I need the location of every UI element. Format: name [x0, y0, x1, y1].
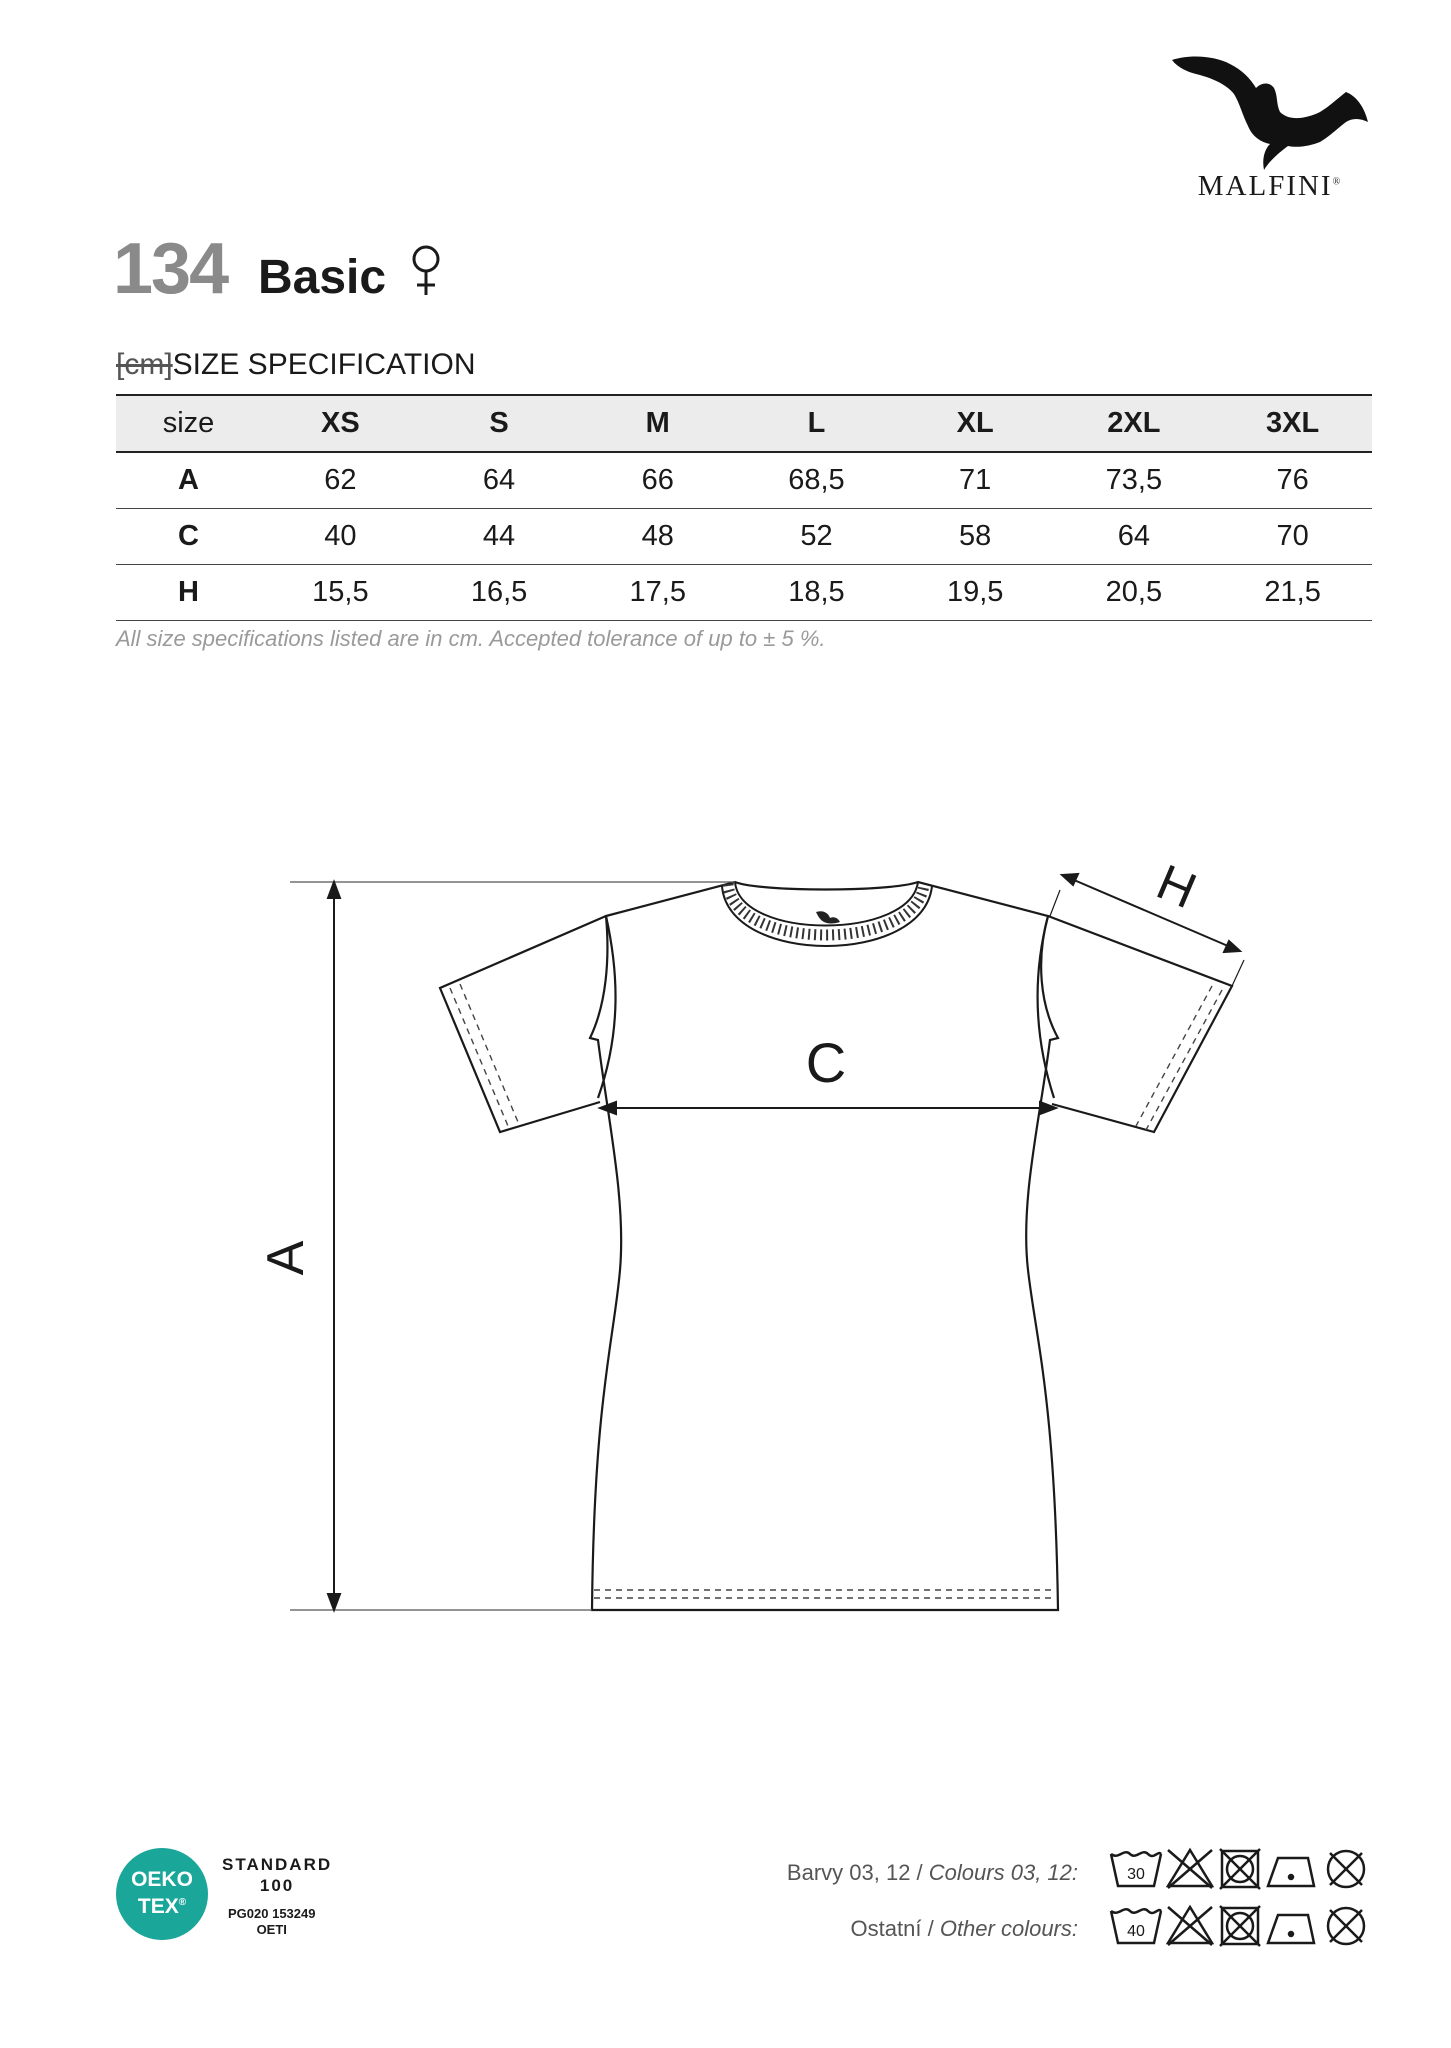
wash-temp-label: 30: [1127, 1866, 1145, 1883]
product-code: 134: [113, 229, 228, 309]
header-cell: L: [807, 407, 826, 439]
dimension-c-label: C: [805, 1031, 847, 1094]
table-cell: 40: [324, 520, 357, 552]
table-cell: 19,5: [946, 576, 1004, 608]
table-row: [116, 565, 1372, 621]
no-dry-clean-icon: [1328, 1851, 1364, 1887]
table-cell: 52: [800, 520, 833, 552]
table-row: [116, 509, 1372, 565]
table-cell: 48: [641, 520, 674, 552]
table-cell: 20,5: [1105, 576, 1163, 608]
table-cell: 76: [1276, 464, 1309, 496]
size-table: [116, 394, 1372, 621]
table-cell: 44: [482, 520, 516, 552]
spec-heading-title: SIZE SPECIFICATION: [172, 348, 476, 381]
iron-icon: [1268, 1915, 1314, 1943]
brand-name: MALFINI®: [1197, 170, 1343, 202]
eagle-icon: [1170, 52, 1370, 170]
dimension-guides: [290, 882, 735, 1610]
table-cell: 18,5: [788, 576, 845, 608]
table-cell: 58: [959, 520, 992, 552]
table-cell: 70: [1276, 520, 1309, 552]
table-cell: 71: [959, 464, 992, 496]
tshirt-outline: [440, 882, 1232, 1610]
table-cell: 62: [324, 464, 357, 496]
header-cell: S: [489, 407, 509, 439]
oeko-tex-text: OEKO TEX®: [131, 1868, 193, 1918]
dimension-a-arrow: [328, 882, 340, 1610]
no-dry-clean-icon: [1328, 1908, 1364, 1944]
spec-heading-unit: [cm]: [116, 348, 173, 381]
row-label: A: [178, 464, 199, 496]
tolerance-note: All size specifications listed are in cm. Accepted tolerance of up to ± 5 %.: [116, 626, 826, 651]
dimension-h-label: H: [1149, 853, 1205, 920]
table-cell: 17,5: [629, 576, 686, 608]
size-table-header: [116, 395, 1372, 452]
spec-heading: [116, 348, 475, 382]
header-cell: XL: [956, 407, 994, 439]
colours-line: Barvy 03, 12 / Colours 03, 12:: [786, 1860, 1078, 1885]
other-colours-line: Ostatní / Other colours:: [850, 1916, 1078, 1941]
header-cell: 3XL: [1266, 407, 1320, 439]
oeko-certificate: PG020 153249 OETI: [228, 1906, 316, 1937]
table-cell: 64: [1117, 520, 1150, 552]
wash-temp-label: 40: [1127, 1923, 1145, 1940]
no-bleach-icon: [1168, 1907, 1212, 1945]
header-cell: 2XL: [1107, 407, 1161, 439]
dimension-h-arrow: [1050, 874, 1244, 986]
no-tumble-dry-icon: [1220, 1906, 1260, 1946]
table-cell: 15,5: [312, 576, 369, 608]
table-cell: 21,5: [1264, 576, 1321, 608]
header-cell: M: [645, 407, 670, 439]
oeko-tex-badge: [116, 1848, 208, 1940]
header-cell: size: [162, 407, 215, 439]
dimension-a-label: A: [257, 1240, 315, 1276]
care-symbols-row: [1108, 1846, 1378, 1892]
no-tumble-dry-icon: [1220, 1849, 1260, 1889]
row-label: C: [178, 520, 199, 552]
female-symbol-icon: [408, 243, 444, 299]
table-row: [116, 452, 1372, 509]
row-label: H: [178, 576, 199, 608]
product-name: Basic: [258, 251, 387, 304]
oeko-standard: STANDARD 100: [222, 1855, 333, 1895]
iron-icon: [1268, 1858, 1314, 1886]
brand-logo: [1160, 52, 1380, 212]
neck-label-icon: [816, 911, 840, 923]
table-cell: 64: [482, 464, 516, 496]
dimension-c-arrow: [600, 1102, 1056, 1114]
table-cell: 66: [641, 464, 674, 496]
table-cell: 16,5: [470, 576, 528, 608]
table-cell: 73,5: [1105, 464, 1163, 496]
table-cell: 68,5: [788, 464, 845, 496]
no-bleach-icon: [1168, 1850, 1212, 1888]
header-cell: XS: [321, 407, 360, 439]
tshirt-diagram: [0, 820, 1451, 1640]
care-symbols-row: [1108, 1903, 1378, 1949]
